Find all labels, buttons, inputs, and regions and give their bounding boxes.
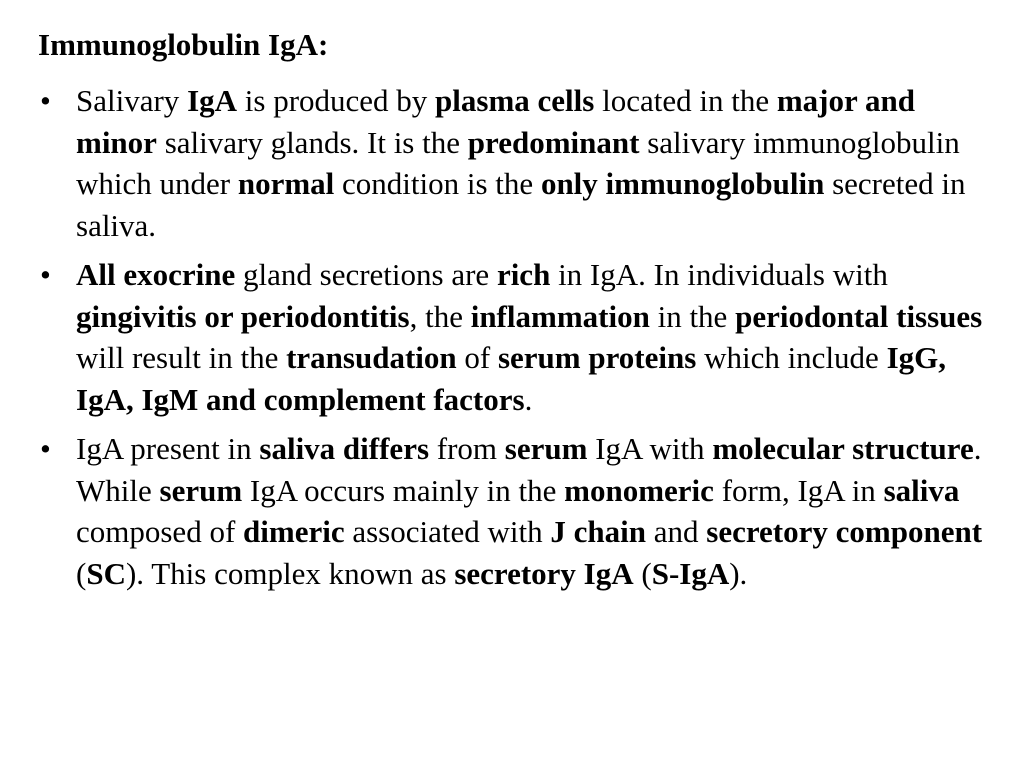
text-segment: IgA present in (76, 431, 260, 466)
bold-text-segment: inflammation (470, 298, 650, 334)
text-segment: Salivary (76, 83, 188, 118)
text-segment: will result in the (76, 340, 287, 375)
bullet-list (38, 80, 998, 602)
slide-title: Immunoglobulin IgA: (38, 27, 329, 62)
text-segment: ( (76, 555, 87, 591)
text-segment: of (456, 340, 498, 375)
bullet-marker: • (40, 257, 51, 292)
bold-text-segment: serum (504, 431, 588, 466)
bold-text-segment: periodontal tissues (735, 298, 983, 334)
bullet-marker: • (40, 83, 51, 118)
text-segment: salivary glands. It is the (156, 124, 468, 160)
text-segment: secreted in saliva. (76, 166, 966, 243)
text-segment: is produced by (237, 83, 436, 118)
bold-text-segment: J chain (550, 514, 646, 549)
text-segment: ). (729, 555, 748, 591)
bold-text-segment: monomeric (564, 472, 714, 508)
bold-text-segment: gingivitis or periodontitis (76, 298, 410, 334)
bold-text-segment: serum proteins (497, 340, 697, 375)
text-segment: in the (649, 298, 736, 334)
text-segment: IgA occurs mainly in the (242, 472, 565, 508)
bullet-item (38, 428, 998, 594)
bullet-item (38, 254, 998, 420)
bold-text-segment: rich (496, 257, 551, 292)
text-segment: , the (409, 298, 471, 334)
bold-text-segment: normal (237, 166, 335, 201)
text-segment: . While (76, 431, 982, 508)
bold-text-segment: saliva differs (259, 431, 430, 466)
text-segment: located in the (594, 83, 777, 118)
text-segment: and (645, 514, 707, 549)
text-segment: in IgA. In individuals with (550, 257, 888, 292)
text-segment: form, IgA in (713, 472, 884, 508)
bullet-text (76, 83, 966, 243)
bold-text-segment: dimeric (243, 514, 345, 549)
bold-text-segment: SC (86, 555, 126, 591)
text-segment: condition is the (334, 166, 541, 201)
text-segment: ( (633, 555, 652, 591)
bold-text-segment: All exocrine (76, 257, 236, 292)
text-segment: composed of (76, 514, 244, 549)
bold-text-segment: molecular structure (712, 431, 974, 466)
bullet-marker: • (40, 431, 51, 466)
bullet-item (38, 80, 998, 246)
text-segment: . (524, 381, 533, 417)
text-segment: associated with (344, 514, 551, 549)
bold-text-segment: transudation (286, 340, 457, 375)
bold-text-segment: serum (159, 472, 243, 508)
bold-text-segment: IgG, IgA, IgM and complement factors (76, 340, 947, 417)
text-segment: which include (696, 340, 887, 375)
bold-text-segment: S-IgA (651, 555, 730, 591)
text-segment: ). This complex known as (125, 555, 455, 591)
text-segment: from (429, 431, 505, 466)
text-segment: salivary immunoglobulin which under (76, 124, 960, 201)
bold-text-segment: saliva (883, 472, 960, 508)
text-segment: gland secretions are (235, 257, 497, 292)
bold-text-segment: major and minor (76, 83, 915, 160)
bold-text-segment: secretory component (706, 514, 983, 549)
bold-text-segment: IgA (187, 83, 238, 118)
text-segment: IgA with (587, 431, 713, 466)
bold-text-segment: only immunoglobulin (540, 166, 825, 201)
bold-text-segment: secretory IgA (454, 555, 634, 591)
bold-text-segment: predominant (467, 124, 640, 160)
bullet-text (76, 431, 982, 591)
bullet-text (76, 257, 982, 417)
bold-text-segment: plasma cells (435, 83, 595, 118)
